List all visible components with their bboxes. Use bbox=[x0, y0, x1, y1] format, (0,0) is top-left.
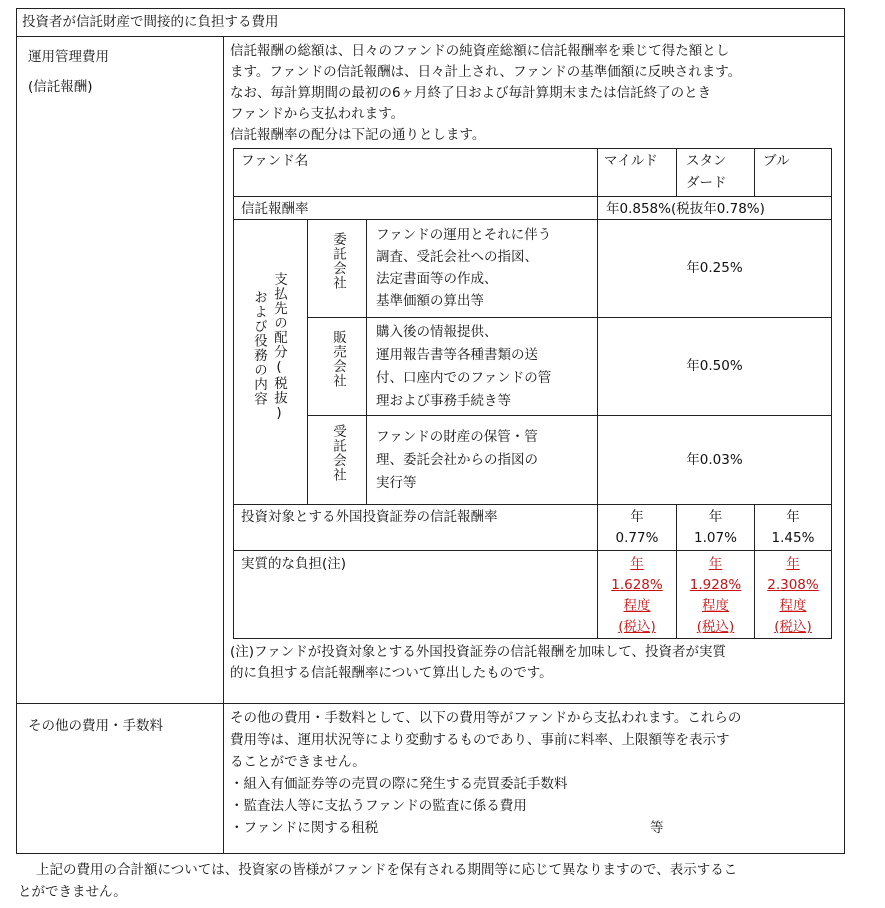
other-desc-line-3: ることができません。 bbox=[230, 754, 366, 770]
col-divider-mild bbox=[597, 148, 598, 219]
fund-standard-1: スタン bbox=[686, 153, 727, 169]
mgmt-desc-line-5: 信託報酬率の配分は下記の通りとします。 bbox=[230, 127, 486, 143]
outer-left-border bbox=[16, 8, 17, 854]
recipient-1-desc-4: 基準価額の算出等 bbox=[376, 293, 484, 309]
effective-bull-l3: 程度 bbox=[779, 598, 807, 614]
note-line-2: 的に負担する信託報酬率について算出したものです。 bbox=[230, 665, 553, 681]
recipient-2-desc-2: 運用報告書等各種書類の送 bbox=[376, 347, 538, 363]
inner-rec2-bottom bbox=[307, 415, 832, 416]
title-row-divider bbox=[16, 36, 845, 37]
alloc-label-2: および役務の内容 bbox=[251, 290, 267, 406]
section-title: 投資者が信託財産で間接的に負担する費用 bbox=[22, 14, 279, 30]
inner-foreign-bottom bbox=[233, 550, 832, 551]
effective-standard-l2: 1.928% bbox=[689, 577, 742, 593]
other-desc-line-1: その他の費用・手数料として、以下の費用等がファンドから支払われます。これらの bbox=[230, 710, 742, 726]
mgmt-desc-line-2: ます。ファンドの信託報酬は、日々計上され、ファンドの基準価額に反映されます。 bbox=[230, 64, 742, 80]
effective-mild-l2: 1.628% bbox=[611, 577, 663, 593]
outer-right-border bbox=[844, 8, 845, 854]
mgmt-desc-line-3: なお、毎計算期間の最初の6ヶ月終了日および毎計算期末または信託終了のとき bbox=[230, 85, 712, 101]
inner-left bbox=[233, 148, 234, 639]
col-divider-bull bbox=[754, 148, 755, 196]
recipient-2-name: 販売会社 bbox=[330, 330, 346, 388]
fee-rate-value: 年0.858%(税抜年0.78%) bbox=[606, 201, 765, 217]
recipient-3-name: 受託会社 bbox=[330, 424, 346, 482]
effective-burden-label: 実質的な負担(注) bbox=[241, 556, 347, 572]
inner-header-bottom bbox=[233, 196, 832, 197]
effective-bull-l4: (税込) bbox=[774, 619, 812, 635]
inner-top bbox=[233, 148, 832, 149]
fund-standard-2: ダード bbox=[686, 175, 727, 191]
recipient-2-desc-4: 理および事務手続き等 bbox=[376, 393, 511, 409]
other-desc-line-5: ・監査法人等に支払うファンドの監査に係る費用 bbox=[230, 798, 527, 814]
effective-mild-l4: (税込) bbox=[618, 619, 656, 635]
mgmt-desc-line-1: 信託報酬の総額は、日々のファンドの純資産総額に信託報酬率を乗じて得た額とし bbox=[230, 43, 730, 59]
effective-mild-l1: 年 bbox=[630, 556, 644, 572]
other-desc-line-6: ・ファンドに関する租税 bbox=[230, 820, 379, 836]
other-desc-line-2: 費用等は、運用状況等により変動するものであり、事前に料率、上限額等を表示す bbox=[230, 732, 730, 748]
effective-bull-l1: 年 bbox=[786, 556, 800, 572]
col-divider-recipient-name bbox=[366, 219, 367, 504]
recipient-2-desc-3: 付、口座内でのファンドの管 bbox=[376, 370, 552, 386]
recipient-1-desc-1: ファンドの運用とそれに伴う bbox=[376, 227, 552, 243]
footer-line-1: 上記の費用の合計額については、投資家の皆様がファンドを保有される期間等に応じて異なりますので、表示するこ bbox=[36, 862, 738, 878]
recipient-3-desc-2: 理、委託会社からの指図の bbox=[376, 452, 538, 468]
recipient-3-desc-3: 実行等 bbox=[376, 475, 417, 491]
recipient-1-desc-2: 調査、受託会社への指図、 bbox=[376, 249, 538, 265]
effective-mild-l3: 程度 bbox=[623, 598, 651, 614]
inner-feerate-bottom bbox=[233, 219, 832, 220]
recipient-1-rate: 年0.25% bbox=[686, 260, 743, 276]
fee-rate-label: 信託報酬率 bbox=[241, 201, 309, 217]
other-etc: 等 bbox=[650, 820, 664, 836]
inner-bottom bbox=[233, 638, 832, 639]
foreign-rate-standard-b: 1.07% bbox=[694, 530, 737, 546]
fund-name-header: ファンド名 bbox=[241, 153, 309, 169]
effective-standard-l3: 程度 bbox=[702, 598, 729, 614]
recipient-1-name: 委託会社 bbox=[330, 232, 346, 290]
mgmt-desc-line-4: ファンドから支払われます。 bbox=[230, 106, 405, 122]
inner-right bbox=[831, 148, 832, 639]
effective-standard-l4: (税込) bbox=[696, 619, 735, 635]
mgmt-fee-label: 運用管理費用 bbox=[28, 49, 109, 65]
foreign-rate-mild-b: 0.77% bbox=[615, 530, 659, 546]
recipient-2-desc-1: 購入後の情報提供、 bbox=[376, 324, 498, 340]
effective-standard-l1: 年 bbox=[708, 556, 723, 572]
footer-line-2: とができません。 bbox=[18, 884, 127, 900]
recipient-3-rate: 年0.03% bbox=[686, 452, 743, 468]
inner-alloc-bottom bbox=[233, 504, 832, 505]
foreign-rate-standard-a: 年 bbox=[708, 509, 723, 525]
foreign-rate-mild-a: 年 bbox=[630, 509, 644, 525]
recipient-2-rate: 年0.50% bbox=[686, 358, 743, 374]
col-divider-standard bbox=[676, 148, 677, 196]
recipient-3-desc-1: ファンドの財産の保管・管 bbox=[376, 429, 538, 445]
other-desc-line-4: ・組入有価証券等の売買の際に発生する売買委託手数料 bbox=[230, 776, 568, 792]
inner-rec1-bottom bbox=[307, 317, 832, 318]
outer-bottom-border bbox=[16, 853, 845, 854]
fund-mild: マイルド bbox=[604, 153, 658, 169]
section-divider bbox=[16, 703, 845, 704]
effective-bull-l2: 2.308% bbox=[767, 577, 819, 593]
foreign-rate-label: 投資対象とする外国投資証券の信託報酬率 bbox=[241, 509, 498, 525]
col-divider-alloc-label bbox=[307, 219, 308, 504]
recipient-1-desc-3: 法定書面等の作成、 bbox=[376, 271, 498, 287]
other-fees-label: その他の費用・手数料 bbox=[28, 718, 163, 734]
mgmt-fee-sublabel: (信託報酬) bbox=[28, 79, 93, 95]
label-column-divider bbox=[223, 36, 224, 854]
fund-bull: ブル bbox=[763, 153, 790, 169]
foreign-rate-bull-a: 年 bbox=[786, 509, 800, 525]
foreign-rate-bull-b: 1.45% bbox=[771, 530, 815, 546]
alloc-label-1: 支払先の配分(税抜) bbox=[271, 272, 287, 422]
outer-top-border bbox=[16, 8, 845, 9]
note-line-1: (注)ファンドが投資対象とする外国投資証券の信託報酬を加味して、投資者が実質 bbox=[230, 644, 726, 660]
